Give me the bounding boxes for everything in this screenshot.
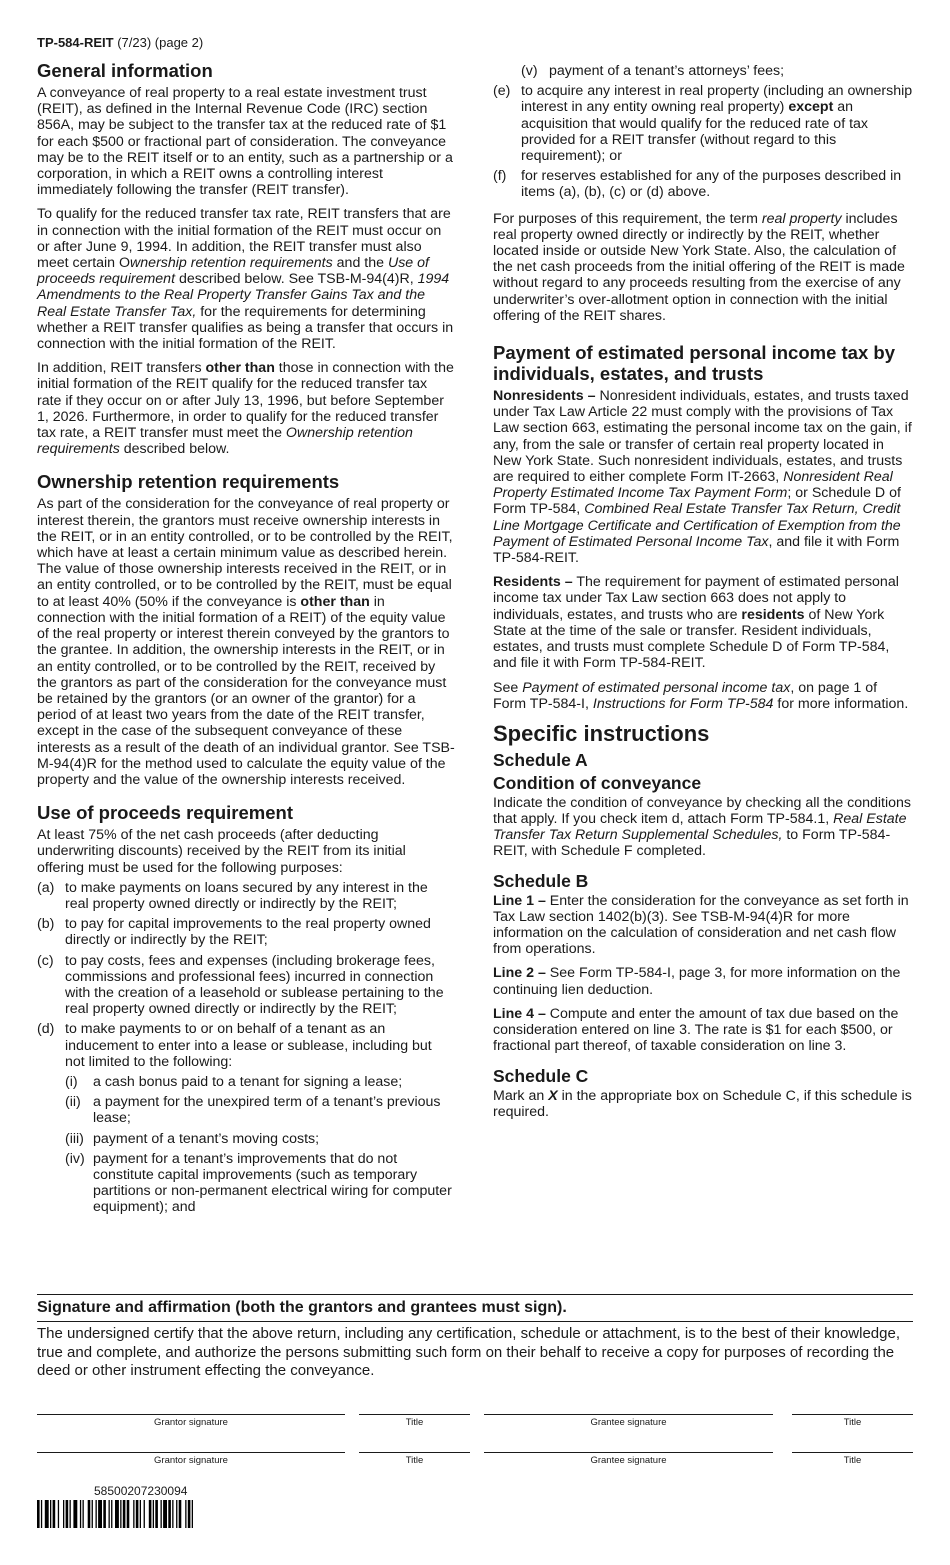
line4-paragraph: Line 4 – Compute and enter the amount of tax due based on the consideration entered on line 3. The rate is $1 for each $500, or fractional part thereof, of taxable consideration on line 3. [493, 1005, 899, 1055]
proceeds-note: For purposes of this requirement, the term real property includes real property owned directly or indirectly by the REIT, whether located inside or outside New York State. Also, the calculation of the net cash proceeds from the initial offering of the REIT is made without regard to any proceeds resulting from the exercise of any underwriter’s over-allotment option in connection with the initial offering of the REIT shares. [493, 210, 905, 324]
barcode-bar [133, 1500, 134, 1528]
barcode-bar [176, 1500, 177, 1528]
condition-title: Condition of conveyance [493, 773, 702, 794]
barcode-bar [127, 1500, 130, 1528]
grantee-title-1[interactable]: Title [792, 1414, 913, 1428]
grantee-signature-2[interactable]: Grantee signature [484, 1452, 773, 1466]
left-column [37, 60, 455, 1220]
line2-paragraph: Line 2 – See Form TP-584-I, page 3, for more information on the continuing lien deduction. [493, 965, 901, 998]
barcode-bar [155, 1500, 158, 1528]
list-item: (d) to make payments to or on behalf of a tenant as an inducement to enter into a lease or sublease, including but not limited to the following: [37, 1021, 432, 1070]
barcode-bar [179, 1500, 182, 1528]
barcode-bar [136, 1500, 139, 1528]
barcode-bar [80, 1500, 81, 1528]
general-information-section [37, 60, 455, 457]
barcode-bar [153, 1500, 154, 1528]
grantor-signature-1[interactable]: Grantor signature [37, 1414, 345, 1428]
barcode-bar [111, 1500, 112, 1528]
signature-title: Signature and affirmation (both the grantors and grantees must sign). [37, 1294, 913, 1322]
schedule-a-title: Schedule A [493, 750, 588, 771]
see-paragraph: See Payment of estimated personal income tax, on page 1 of Form TP-584-I, Instructions for Form TP-584 for more information. [493, 679, 909, 712]
barcode-bar [149, 1500, 152, 1528]
barcode-bar [163, 1500, 167, 1528]
barcode-bar [63, 1500, 64, 1528]
schedule-b-title: Schedule B [493, 871, 589, 892]
barcode-bar [88, 1500, 91, 1528]
barcode-bar [192, 1500, 193, 1528]
estimated-tax-section [493, 342, 913, 712]
barcode-bar [172, 1500, 173, 1528]
barcode-bar [41, 1500, 42, 1528]
grantor-signature-2[interactable]: Grantor signature [37, 1452, 345, 1466]
barcode-bar [50, 1500, 51, 1528]
general-p1: A conveyance of real property to a real estate investment trust (REIT), as defined in the Internal Revenue Code (IRC) section 856A, may be subject to the transfer tax at the reduced rate of $1 for each $500 or fractional part of consideration. The conveyance may be to the REIT itself or to an entity, such as a partnership or a corporation, in which a REIT owns a controlling interest immediately following the transfer (REIT transfer). [37, 85, 453, 199]
barcode-bar [98, 1500, 102, 1528]
grantor-title-1[interactable]: Title [359, 1414, 470, 1428]
signature-text: The undersigned certify that the above return, including any certification, schedule or attachment, is to the best of their knowledge, true and complete, and authorize the persons submitting such form on their behalf to receive a copy for purposes of recording the deed or other instrument effecting the conveyance. [37, 1325, 900, 1379]
barcode-bar [103, 1500, 106, 1528]
general-p3: In addition, REIT transfers other than those in connection with the initial formation of the REIT qualify for the reduced transfer tax rate if they occur on or after July 13, 1996, but before September 1, 2026. Furthermore, in order to qualify for the reduced transfer tax rate, a REIT transfer must meet the Ownership retention requirements described below. [37, 360, 454, 458]
barcode-bar [92, 1500, 93, 1528]
barcode-number: 58500207230094 [94, 1484, 188, 1498]
sub-list-item: (ii) a payment for the unexpired term of a tenant’s previous lease; [65, 1094, 441, 1127]
grantee-signature-1[interactable]: Grantee signature [484, 1414, 773, 1428]
general-p2: To qualify for the reduced transfer tax rate, REIT transfers that are in connection with the initial formation of the REIT must occur on or after June 9, 1994. In addition, the REIT transfer must also meet certain Ownership retention requirements and the Use of proceeds requirement described below. See TSB-M-94(4)R, 1994 Amendments to the Real Property Transfer Gains Tax and the Real Estate Transfer Tax, for the requirements for determining whether a REIT transfer qualifies as being a transfer that occurs in connection with the initial formation of the REIT. [37, 206, 454, 353]
residents-paragraph: Residents – The requirement for payment of estimated personal income tax under Tax Law section 663 does not apply to individuals, estates, and trusts who are residents of New York State at the time of the sale or transfer. Resident individuals, estates, and trusts must complete Schedule D of Form TP-584, and file it with Form TP-584-REIT. [493, 574, 899, 672]
barcode-bar [96, 1500, 97, 1528]
schedule-c-paragraph: Mark an X in the appropriate box on Schedule C, if this schedule is required. [493, 1087, 912, 1120]
list-item: (b) to pay for capital improvements to the real property owned directly or indirectly by the REIT; [37, 916, 431, 949]
proceeds-section [37, 802, 455, 1215]
list-item: (e) to acquire any interest in real property (including an ownership interest in any entity owning real property) except an acquisition that would qualify for the reduced rate of tax provided for a REIT transfer (without regard to this requirement); or [493, 83, 913, 165]
estimated-tax-title: Payment of estimated personal income tax by individuals, estates, and trusts [493, 342, 895, 385]
schedule-c-title: Schedule C [493, 1066, 589, 1087]
nonresidents-paragraph: Nonresidents – Nonresident individuals, estates, and trusts taxed under Tax Law Article 22 must comply with the provisions of Tax Law section 663, estimating the personal income tax on the gain, if any, from the sale or transfer of certain real property located in New York State. Such nonresident individuals, estates, and trusts are required to either complete Form IT-2663, Nonresident Real Property Estimated Income Tax Payment Form; or Schedule D of Form TP-584, Combined Real Estate Transfer Tax Return, Credit Line Mortgage Certificate and Certification of Exemption from the Payment of Estimated Personal Income Tax, and file it with Form TP-584-REIT. [493, 388, 912, 567]
barcode-bar [45, 1500, 49, 1528]
specific-instructions-title: Specific instructions [493, 720, 710, 746]
barcode-bar [123, 1500, 126, 1528]
list-item: (f) for reserves established for any of the purposes described in items (a), (b), (c) or (d) above. [493, 168, 902, 201]
barcode-bar [140, 1500, 141, 1528]
specific-instructions-section [493, 720, 913, 1120]
right-column [493, 63, 913, 1128]
barcode-bar [185, 1500, 186, 1528]
list-item: (a) to make payments on loans secured by any interest in the real property owned directly or indirectly by the REIT; [37, 879, 428, 912]
line1-paragraph: Line 1 – Enter the consideration for the conveyance as set forth in Tax Law section 1402(b)(3). See TSB-M-94(4)R for more information on the calculation of consideration and net cash flow from operations. [493, 892, 909, 958]
barcode-bar [53, 1500, 56, 1528]
sub-list-item: (i) a cash bonus paid to a tenant for signing a lease; [65, 1073, 403, 1090]
barcode-bar [37, 1500, 40, 1528]
barcode-bar [66, 1500, 69, 1528]
barcode-bar [161, 1500, 162, 1528]
condition-paragraph: Indicate the condition of conveyance by checking all the conditions that apply. If you check item d, attach Form TP-584.1, Real Estate Transfer Tax Return Supplemental Schedules, to Form TP-584-REIT, with Schedule F completed. [493, 794, 912, 860]
sub-list-item: (iii) payment of a tenant’s moving costs; [65, 1130, 320, 1147]
barcode-bar [188, 1500, 191, 1528]
general-information-title: General information [37, 60, 213, 81]
ownership-title: Ownership retention requirements [37, 471, 340, 493]
barcode-bar [144, 1500, 145, 1528]
barcode-bar [58, 1500, 59, 1528]
grantor-title-2[interactable]: Title [359, 1452, 470, 1466]
proceeds-intro: At least 75% of the net cash proceeds (after deducting underwriting discounts) received by the REIT from its initial offering must be used for the following purposes: [37, 827, 406, 876]
ownership-p1: As part of the consideration for the conveyance of real property or interest therein, the grantors must receive ownership interests in the REIT, or in an entity controlled, or to be controlled by the REIT, which have at least a certain minimum value as described herein. The value of those ownership interests received in the REIT, or in an entity controlled, or to be controlled by the REIT, must be equal to at least 40% (50% if the conveyance is other than in connection with the initial formation of a REIT) of the equity value of the real property or interest therein conveyed by the grantors to the grantee. In addition, the ownership interests in the REIT, or in an entity controlled, or to be controlled by the REIT, received by the grantors as part of the consideration for the conveyance must be retained by the grantors (or an owner of the grantor) for a period of at least two years from the date of the REIT transfer, except in the case of the subsequent conveyance of these interests as a result of the death of an individual grantor. See TSB-M-94(4)R for the method used to calculate the equity value of the property and the value of the ownership interests received. [37, 496, 455, 788]
form-header [37, 35, 203, 50]
ownership-section [37, 471, 455, 788]
form-id: TP-584-REIT [37, 35, 114, 50]
sub-list-item: (v) payment of a tenant’s attorneys’ fees; [521, 63, 785, 79]
proceeds-title: Use of proceeds requirement [37, 802, 293, 824]
barcode-bar [109, 1500, 110, 1528]
list-item: (c) to pay costs, fees and expenses (including brokerage fees, commissions and professional fees) incurred in connection with the creation of a leasehold or sublease pertaining to the real property owned directly or indirectly by the REIT; [37, 952, 444, 1018]
grantee-title-2[interactable]: Title [792, 1452, 913, 1466]
form-revision: (7/23) (page 2) [117, 35, 204, 50]
barcode-bar [168, 1500, 171, 1528]
barcode-bar [70, 1500, 71, 1528]
barcode-bar [120, 1500, 121, 1528]
sub-list-item: (iv) payment for a tenant’s improvements that do not constitute capital improvements (such as temporary partitions or non-permanent electrical wiring for computer equipment); and [65, 1150, 452, 1216]
barcode-bar [83, 1500, 84, 1528]
barcode-bar [73, 1500, 77, 1528]
barcode-image [37, 1500, 249, 1528]
barcode-bar [115, 1500, 119, 1528]
